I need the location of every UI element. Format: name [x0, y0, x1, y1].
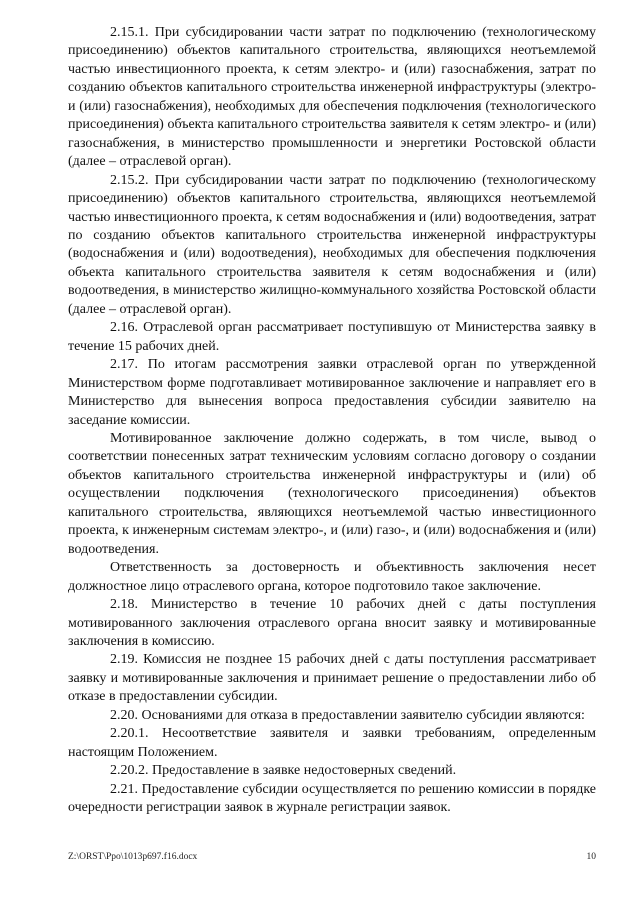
- paragraph-2-15-1: 2.15.1. При субсидировании части затрат по подключению (технологическому присоединению) объектов капитального строительства, являющихся неотъемлемой частью инвестиционного проекта, к сетям электро- и (или) газоснабжения, затрат по созданию объектов капитального строительства инженерной инфраструктуры (электро- и (или) газоснабжения), необходимых для обеспечения подключения (технологического присоединения) объекта капитального строительства заявителя к сетям электро- и (или) газоснабжения, в министерство промышленности и энергетики Ростовской области (далее – отраслевой орган).: [68, 25, 596, 170]
- paragraph-2-20: 2.20. Основаниями для отказа в предоставлении заявителю субсидии являются:: [110, 707, 585, 723]
- footer-page-number: 10: [586, 852, 596, 862]
- document-body: [68, 24, 596, 817]
- paragraph-2-17: 2.17. По итогам рассмотрения заявки отраслевой орган по утвержденной Министерством форме подготавливает мотивированное заключение и направляет его в Министерство для вынесения вопроса предоставления субсидии заявителю на заседание комиссии.: [68, 357, 596, 428]
- paragraph-2-20-1: 2.20.1. Несоответствие заявителя и заявки требованиям, определенным настоящим Положением.: [68, 726, 596, 760]
- paragraph-2-21: 2.21. Предоставление субсидии осуществляется по решению комиссии в порядке очередности регистрации заявок в журнале регистрации заявок.: [68, 781, 596, 816]
- paragraph-responsibility: Ответственность за достоверность и объективность заключения несет должностное лицо отраслевого органа, которое подготовило такое заключение.: [68, 560, 596, 594]
- paragraph-2-18: 2.18. Министерство в течение 10 рабочих дней с даты поступления мотивированного заключения отраслевого органа вносит заявку и мотивированные заключения в комиссию.: [68, 597, 596, 649]
- page-footer: [68, 852, 596, 862]
- paragraph-motivated-conclusion: Мотивированное заключение должно содержать, в том числе, вывод о соответствии понесенных затрат техническим условиям согласно договору о создании объектов капитального строительства инженерной инфраструктуры и (или) об осуществлении подключения (технологического присоединения) объектов капитального строительства, являющихся неотъемлемой частью инвестиционного проекта, к инженерным системам электро-, и (или) газо-, и (или) водоснабжения и (или) водоотведения.: [68, 430, 596, 557]
- paragraph-2-20-2: 2.20.2. Предоставление в заявке недостоверных сведений.: [110, 763, 457, 779]
- paragraph-2-19: 2.19. Комиссия не позднее 15 рабочих дней с даты поступления рассматривает заявку и мотивированные заключения и принимает решение о предоставлении либо об отказе в предоставлении субсидии.: [68, 652, 596, 705]
- paragraph-2-16: 2.16. Отраслевой орган рассматривает поступившую от Министерства заявку в течение 15 рабочих дней.: [68, 320, 596, 354]
- paragraph-2-15-2: 2.15.2. При субсидировании части затрат по подключению (технологическому присоединению) объектов капитального строительства, являющихся неотъемлемой частью инвестиционного проекта, к сетям водоснабжения и (или) водоотведения, затрат по созданию объектов капитального строительства инженерной инфраструктуры (водоснабжения и (или) водоотведения), необходимых для обеспечения подключения объекта капитального строительства заявителя к сетям водоснабжения и (или) водоотведения, в министерство жилищно-коммунального хозяйства Ростовской области (далее – отраслевой орган).: [68, 172, 596, 317]
- footer-file-path: Z:\ORST\Ppo\1013p697.f16.docx: [68, 852, 198, 862]
